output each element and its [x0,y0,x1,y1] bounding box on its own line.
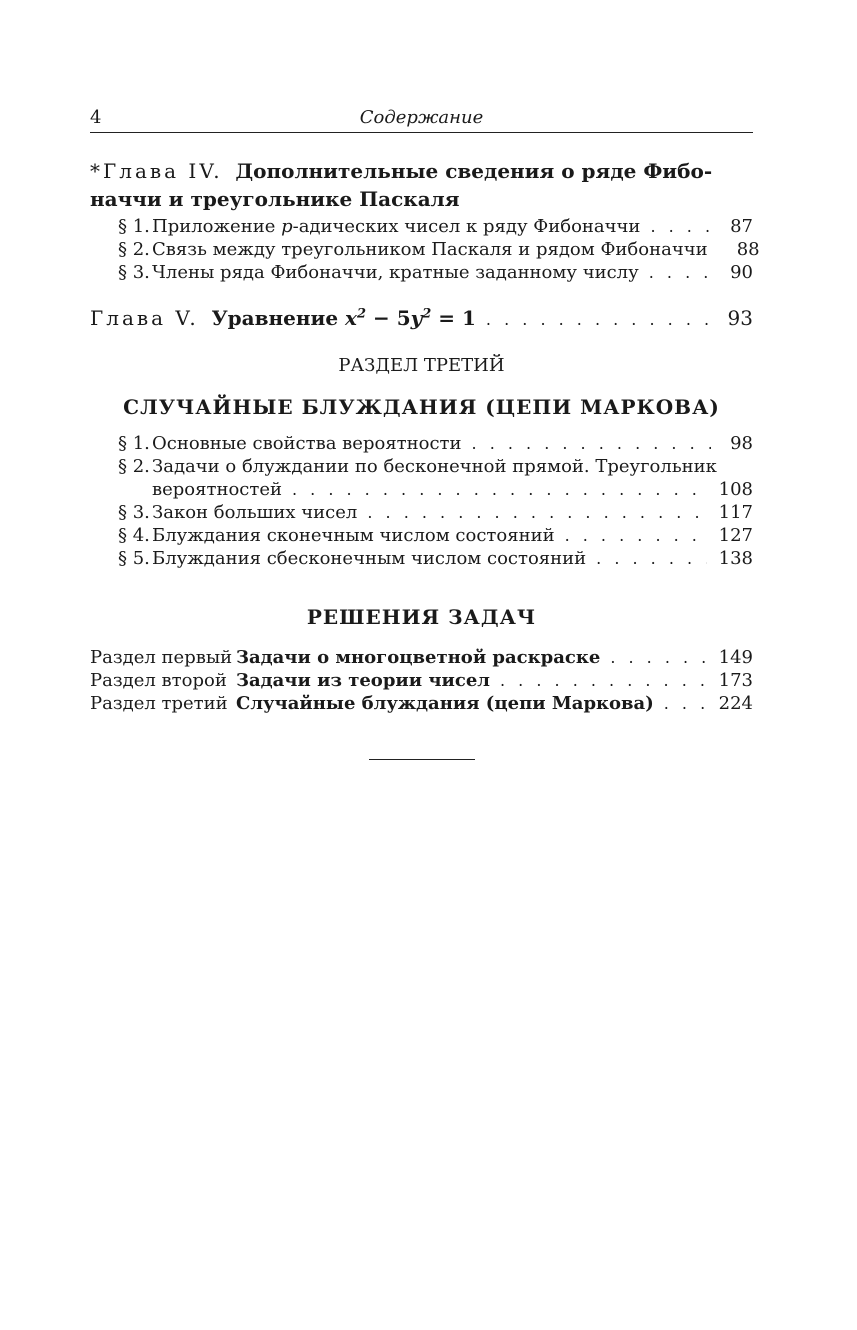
chapter-4-sections [90,215,760,284]
toc-entry[interactable] [90,669,753,692]
toc-entry-line1[interactable] [90,455,753,478]
dot-leader [565,524,707,547]
page-ref: 138 [718,548,753,569]
dot-leader [596,547,706,570]
toc-entry[interactable] [90,478,753,501]
dot-leader [500,669,707,692]
page-ref: 108 [718,479,753,500]
running-title: Содержание [359,107,484,128]
chapter-4-title-line2: наччи и треугольнике Паскаля [90,187,460,211]
page-ref: 149 [718,647,753,668]
toc-entry[interactable] [90,261,753,284]
page-ref: 173 [718,670,753,691]
solution-part-label: Раздел третий [90,693,228,714]
solution-title: Задачи из теории чисел [236,670,490,691]
section-number: § 2. [118,239,150,260]
part-3-title: СЛУЧАЙНЫЕ БЛУЖДАНИЯ (ЦЕПИ МАРКОВА) [123,395,720,419]
section-number: § 1. [118,433,150,454]
part-3-sections [90,432,753,570]
section-number: § 3. [118,502,150,523]
toc-entry[interactable] [90,238,760,261]
page-ref: 117 [718,502,753,523]
page-ref: 90 [730,262,753,283]
toc-entry[interactable] [90,524,753,547]
toc-entry[interactable] [90,215,753,238]
section-number: § 4. [118,525,150,546]
chapter-4-label: *Глава IV. [90,159,223,183]
section-number: § 2. [118,456,150,477]
page-ref: 127 [718,525,753,546]
page-number: 4 [90,107,102,128]
section-title-line2: вероятностей [152,479,282,500]
end-rule [369,759,475,760]
section-number: § 3. [118,262,150,283]
page-ref: 224 [718,693,753,714]
toc-page [90,104,760,760]
chapter-4-title-line1: Дополнительные сведения о ряде Фибо- [235,159,713,183]
toc-entry[interactable] [90,432,753,455]
solutions-title: РЕШЕНИЯ ЗАДАЧ [306,605,537,629]
part-3-label: РАЗДЕЛ ТРЕТИЙ [338,355,505,376]
section-title: Закон больших чисел [152,502,358,523]
page-ref: 87 [730,216,753,237]
section-number: § 5. [118,548,150,569]
section-title: Блуждания сконечным числом состояний [152,525,555,546]
toc-entry[interactable] [90,547,753,570]
solutions-list [90,646,753,715]
chapter-5-label-wrap [90,304,211,332]
dot-leader [649,261,711,284]
section-title: Члены ряда Фибоначчи, кратные заданному числу [152,262,639,283]
page-ref: 93 [727,306,753,330]
toc-entry[interactable] [90,501,753,524]
section-title: Связь между треугольником Паскаля и рядом Фибоначчи [152,239,708,260]
dot-leader [486,306,711,334]
chapter-4-heading [90,157,753,213]
solution-title: Задачи о многоцветной раскраске [236,647,601,668]
dot-leader [472,432,711,455]
dot-leader [664,692,707,715]
solution-part-label: Раздел второй [90,670,227,691]
page-ref: 88 [736,239,760,260]
dot-leader [650,215,711,238]
chapter-5-title: Уравнение $x^2 - 5y^2 = 1$ [211,306,476,330]
chapter-4-line1 [90,157,753,185]
running-header [90,104,753,133]
section-title: Приложение p-адических чисел к ряду Фибоначчи [152,216,641,237]
solution-title: Случайные блуждания (цепи Маркова) [236,693,654,714]
section-title: Основные свойства вероятности [152,433,462,454]
dot-leader [367,501,706,524]
toc-entry[interactable] [90,646,753,669]
section-title-line1: Задачи о блуждании по бесконечной прямой. Треугольник [152,456,717,477]
chapter-5-entry[interactable] [90,304,753,334]
toc-entry[interactable] [90,692,753,715]
chapter-5-label: Глава V. [90,306,199,330]
solution-part-label: Раздел первый [90,647,233,668]
section-title: Блуждания сбесконечным числом состояний [152,548,587,569]
dot-leader [292,478,707,501]
section-number: § 1. [118,216,150,237]
dot-leader [610,646,706,669]
page-ref: 98 [730,433,753,454]
